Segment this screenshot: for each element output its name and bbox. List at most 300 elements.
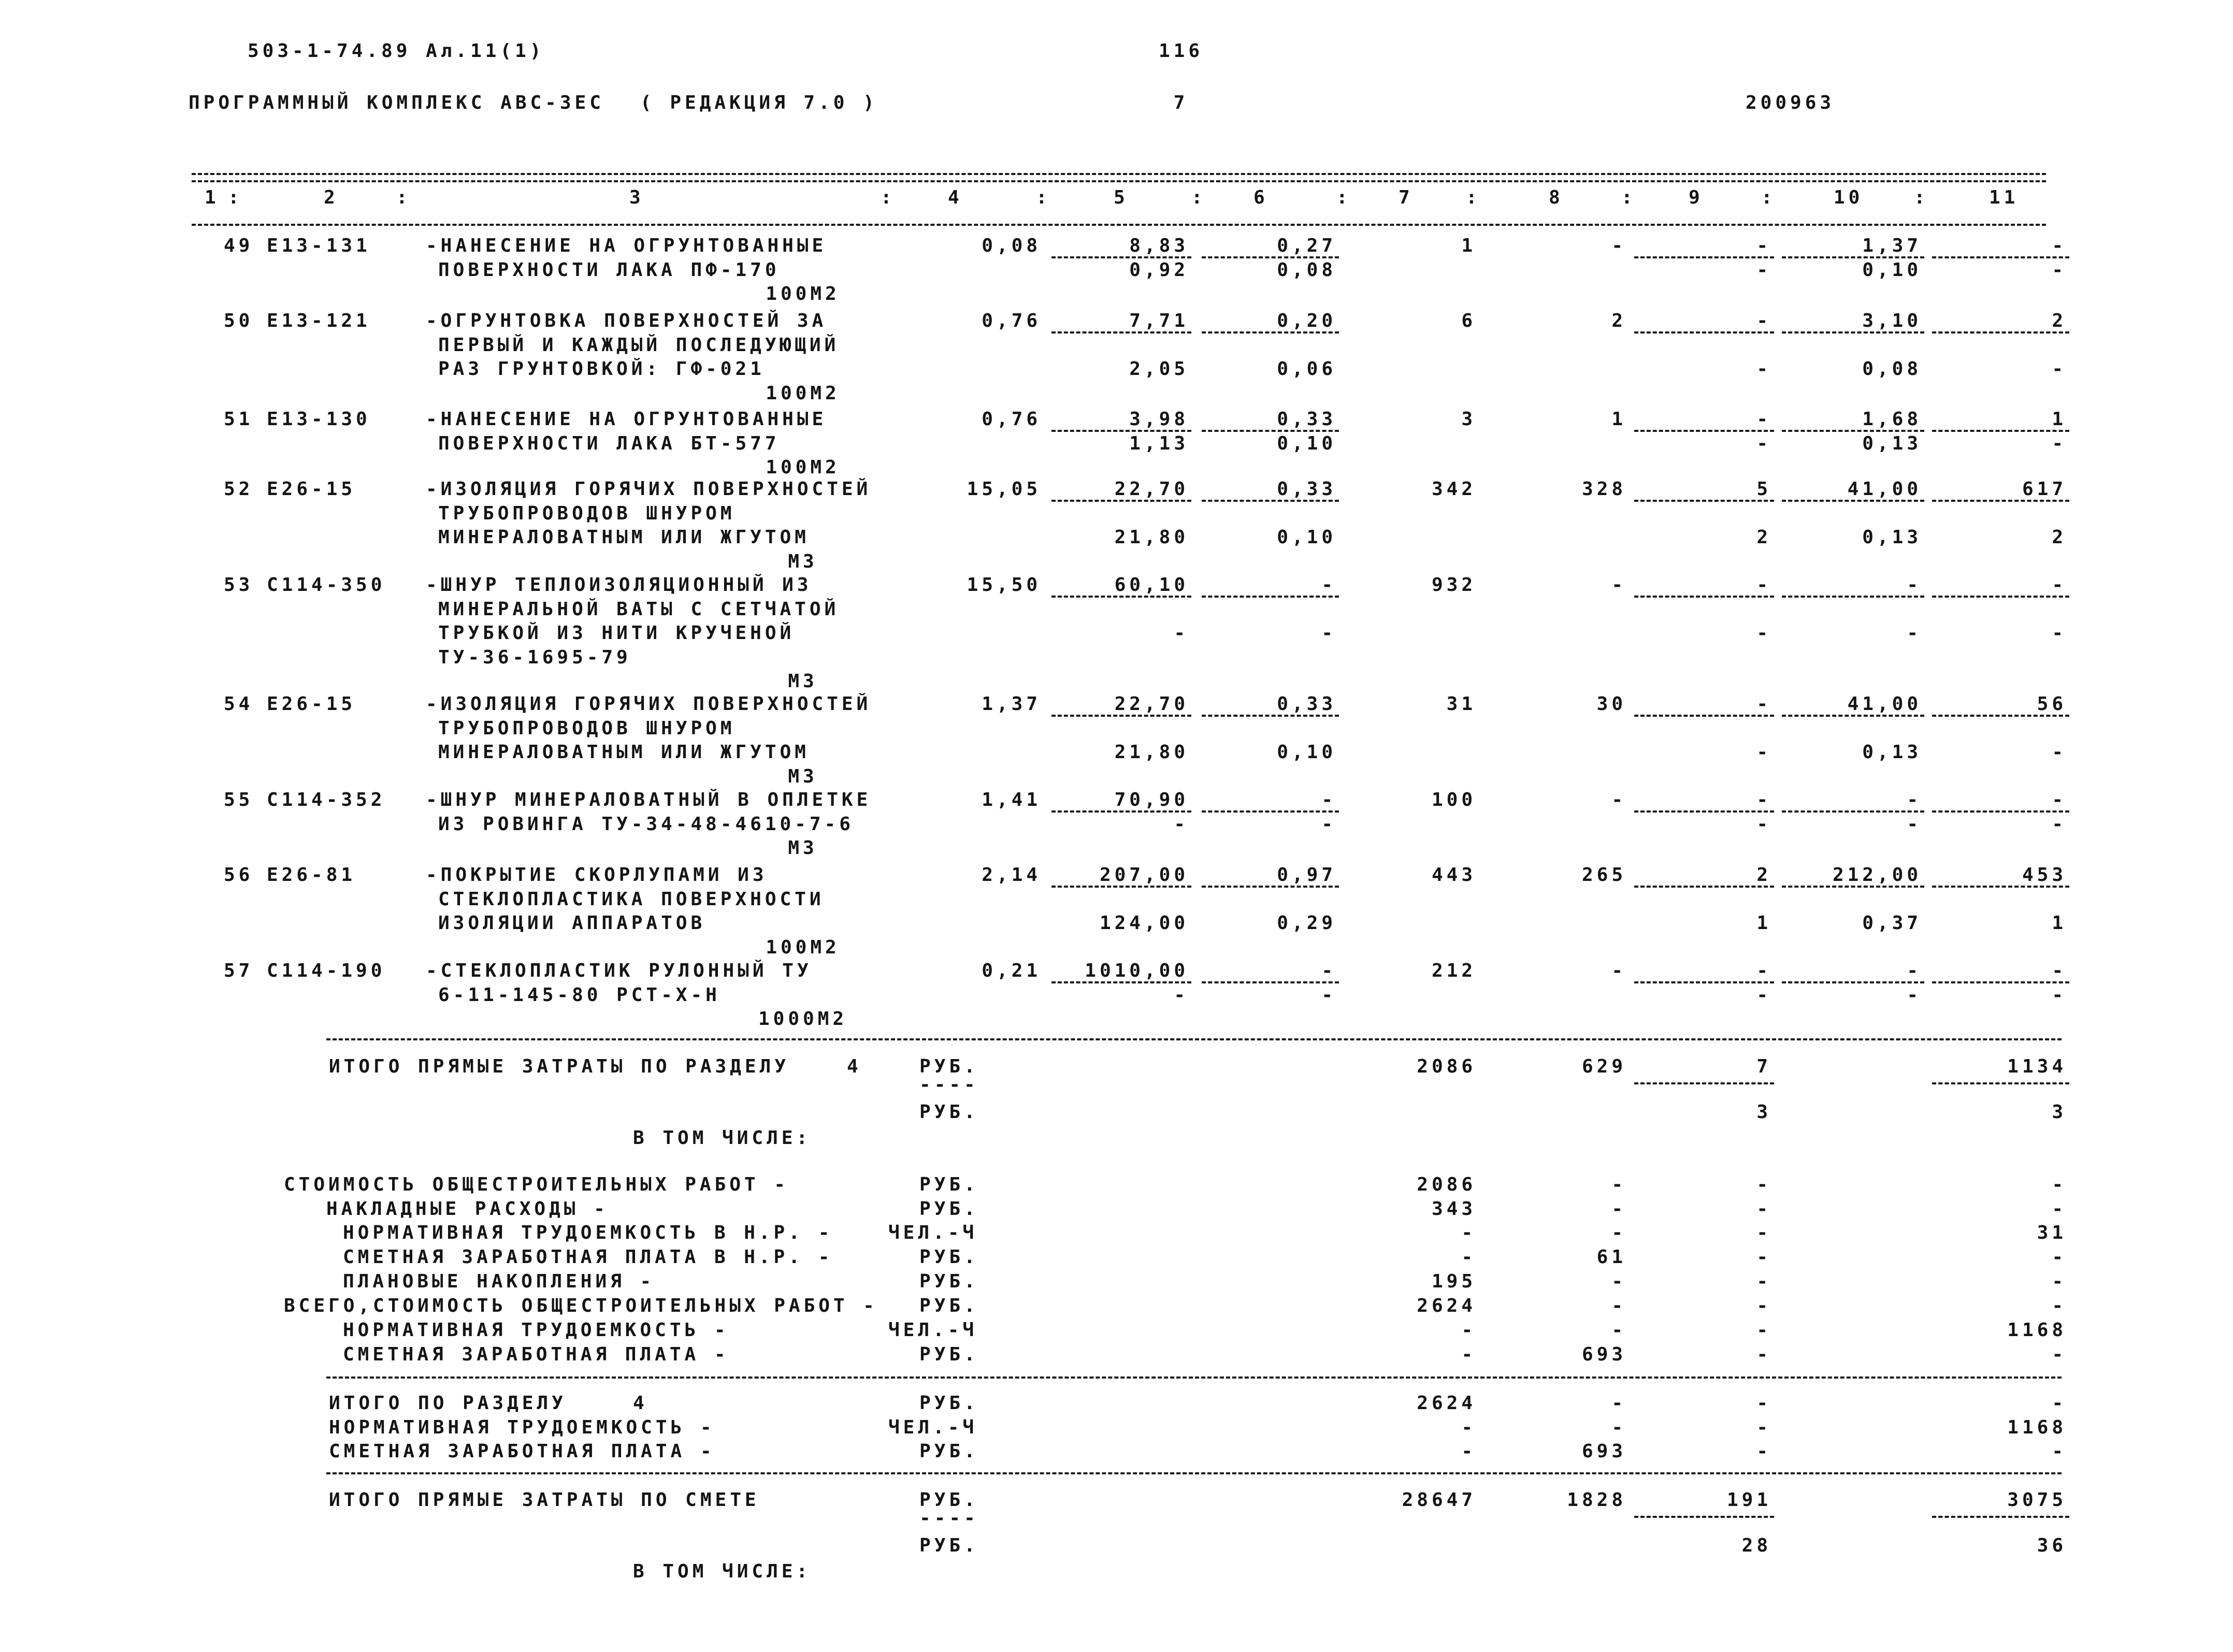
- estimate-total-label: ИТОГО ПРЯМЫЕ ЗАТРАТЫ ПО СМЕТЕ: [329, 1489, 760, 1511]
- row-cost-wage: -: [1611, 789, 1626, 810]
- row-cost-total: 443: [1431, 864, 1476, 886]
- row-labor-unit: -: [1907, 789, 1922, 810]
- row-code: Е13-131: [267, 235, 371, 256]
- column-separator: :: [881, 187, 896, 208]
- row-quantity: 1,37: [982, 693, 1041, 715]
- section-total-labor: 1134: [2007, 1056, 2067, 1077]
- row-divider: [1051, 715, 1191, 717]
- row-divider: [1782, 430, 1924, 432]
- estimate-total-including: В ТОМ ЧИСЛЕ:: [633, 1561, 812, 1582]
- section-total-divider: [1932, 1082, 2069, 1084]
- row-price-machine: 0,92: [1129, 259, 1189, 281]
- breakdown-label: СТОИМОСТЬ ОБЩЕСТРОИТЕЛЬНЫХ РАБОТ -: [284, 1174, 789, 1195]
- estimate-total-labor: 3075: [2007, 1489, 2067, 1511]
- section-total-unit-2: РУБ.: [919, 1102, 979, 1123]
- breakdown-wage: -: [1611, 1174, 1626, 1195]
- breakdown-machine: -: [1756, 1295, 1771, 1316]
- row-labor-machine-total: -: [2052, 813, 2067, 835]
- sheet-number: 7: [1173, 92, 1189, 113]
- column-header-11: 11: [1989, 187, 2019, 208]
- breakdown-cost: -: [1461, 1344, 1476, 1365]
- summary-machine: -: [1756, 1417, 1771, 1438]
- summary-rule: [326, 1376, 2062, 1379]
- row-divider: [1051, 981, 1191, 983]
- summary-unit: ЧЕЛ.-Ч: [888, 1417, 978, 1438]
- row-cost-total: 31: [1446, 693, 1476, 715]
- section-rule: [326, 1038, 2062, 1040]
- breakdown-unit: РУБ.: [919, 1271, 979, 1292]
- row-labor-machine-total: 2: [2052, 527, 2067, 548]
- row-divider: [1782, 810, 1924, 813]
- header-rule-bottom: [192, 224, 2046, 226]
- row-cost-wage: 328: [1581, 479, 1626, 500]
- row-description: СТЕКЛОПЛАСТИКА ПОВЕРХНОСТИ: [438, 888, 825, 910]
- column-header-10: 10: [1834, 187, 1864, 208]
- column-header-8: 8: [1549, 187, 1564, 208]
- summary-labor: -: [2052, 1393, 2067, 1414]
- breakdown-cost: -: [1461, 1320, 1476, 1341]
- column-separator: :: [1336, 187, 1351, 208]
- row-price-machine-wage: 0,10: [1277, 527, 1336, 548]
- row-price-machine: 2,05: [1129, 358, 1189, 380]
- row-divider: [1634, 596, 1774, 598]
- summary-cost: -: [1461, 1441, 1476, 1462]
- row-cost-machine: -: [1756, 960, 1771, 981]
- row-cost-machine-wage: -: [1756, 432, 1771, 454]
- row-description: ТРУБКОЙ ИЗ НИТИ КРУЧЕНОЙ: [438, 622, 795, 644]
- breakdown-labor: 31: [2037, 1222, 2067, 1243]
- section-total-unit: РУБ.: [919, 1056, 979, 1077]
- row-labor-unit: 3,10: [1862, 310, 1922, 331]
- row-code: Е26-15: [267, 479, 356, 500]
- row-description: ПОВЕРХНОСТИ ЛАКА ПФ-170: [438, 259, 780, 281]
- row-divider: [1932, 331, 2069, 334]
- summary-labor: 1168: [2007, 1417, 2067, 1438]
- row-price-wage: 0,27: [1277, 235, 1336, 256]
- breakdown-unit: РУБ.: [919, 1198, 979, 1220]
- summary-unit: РУБ.: [919, 1393, 979, 1414]
- breakdown-wage: -: [1611, 1320, 1626, 1341]
- row-labor-unit: 212,00: [1832, 864, 1922, 886]
- row-labor-machine-unit: -: [1907, 984, 1922, 1006]
- breakdown-labor: -: [2052, 1247, 2067, 1268]
- row-quantity: 15,50: [967, 574, 1041, 596]
- row-divider: [1202, 331, 1339, 334]
- row-description: РАЗ ГРУНТОВКОЙ: ГФ-021: [438, 358, 765, 380]
- row-labor-total: -: [2052, 789, 2067, 810]
- row-description: -ШНУР МИНЕРАЛОВАТНЫЙ В ОПЛЕТКЕ: [426, 789, 872, 810]
- breakdown-labor: -: [2052, 1344, 2067, 1365]
- row-quantity: 0,21: [982, 960, 1041, 981]
- row-number: 56: [224, 864, 254, 886]
- row-quantity: 15,05: [967, 479, 1041, 500]
- row-cost-machine: -: [1756, 693, 1771, 715]
- row-cost-machine-wage: -: [1756, 358, 1771, 380]
- row-cost-machine-wage: -: [1756, 259, 1771, 281]
- row-price-machine-wage: 0,10: [1277, 432, 1336, 454]
- row-number: 54: [224, 693, 254, 715]
- row-divider: [1782, 500, 1924, 502]
- row-divider: [1782, 886, 1924, 888]
- row-description: МИНЕРАЛЬНОЙ ВАТЫ С СЕТЧАТОЙ: [438, 598, 840, 620]
- column-separator: :: [1621, 187, 1636, 208]
- breakdown-labor: -: [2052, 1295, 2067, 1316]
- summary-labor: -: [2052, 1441, 2067, 1462]
- row-price-machine-wage: 0,08: [1277, 259, 1336, 281]
- row-labor-machine-total: 1: [2052, 912, 2067, 934]
- row-divider: [1202, 256, 1339, 258]
- row-price-total: 3,98: [1129, 409, 1189, 430]
- row-price-total: 1010,00: [1085, 960, 1189, 981]
- row-labor-unit: 41,00: [1847, 479, 1922, 500]
- row-divider: [1634, 256, 1774, 258]
- row-price-machine-wage: 0,29: [1277, 912, 1336, 934]
- row-price-total: 207,00: [1099, 864, 1189, 886]
- row-description: 6-11-145-80 РСТ-Х-Н: [438, 984, 721, 1006]
- page-number: 116: [1158, 40, 1204, 62]
- breakdown-label: ПЛАНОВЫЕ НАКОПЛЕНИЯ -: [343, 1271, 655, 1292]
- row-unit: М3: [788, 671, 818, 692]
- row-description: -ИЗОЛЯЦИЯ ГОРЯЧИХ ПОВЕРХНОСТЕЙ: [426, 479, 872, 500]
- row-divider: [1634, 500, 1774, 502]
- row-price-machine-wage: 0,06: [1277, 358, 1336, 380]
- section-total-cost: 2086: [1417, 1056, 1476, 1077]
- row-labor-total: 453: [2022, 864, 2067, 886]
- row-price-wage: 0,33: [1277, 409, 1336, 430]
- row-description: -ИЗОЛЯЦИЯ ГОРЯЧИХ ПОВЕРХНОСТЕЙ: [426, 693, 872, 715]
- summary-wage: -: [1611, 1417, 1626, 1438]
- row-labor-machine-unit: 0,13: [1862, 527, 1922, 548]
- row-description: -СТЕКЛОПЛАСТИК РУЛОННЫЙ ТУ: [426, 960, 812, 981]
- section-total-machine: 7: [1756, 1056, 1771, 1077]
- row-cost-machine-wage: 1: [1756, 912, 1771, 934]
- row-labor-machine-unit: -: [1907, 813, 1922, 835]
- column-header-5: 5: [1114, 187, 1129, 208]
- row-cost-machine-wage: 2: [1756, 527, 1771, 548]
- row-description: -НАНЕСЕНИЕ НА ОГРУНТОВАННЫЕ: [426, 409, 827, 430]
- column-separator: :: [1914, 187, 1929, 208]
- row-cost-machine: -: [1756, 789, 1771, 810]
- section-total-divider: [1634, 1082, 1774, 1084]
- row-cost-wage: 265: [1581, 864, 1626, 886]
- row-description: МИНЕРАЛОВАТНЫМ ИЛИ ЖГУТОМ: [438, 742, 810, 763]
- row-number: 51: [224, 409, 254, 430]
- row-quantity: 1,41: [982, 789, 1041, 810]
- row-cost-machine: -: [1756, 409, 1771, 430]
- section-total-machine-labor: 3: [2052, 1102, 2067, 1123]
- row-labor-machine-unit: 0,37: [1862, 912, 1922, 934]
- row-cost-total: 212: [1431, 960, 1476, 981]
- breakdown-wage: -: [1611, 1222, 1626, 1243]
- row-labor-unit: 1,68: [1862, 409, 1922, 430]
- row-quantity: 0,08: [982, 235, 1041, 256]
- row-labor-total: -: [2052, 574, 2067, 596]
- column-header-7: 7: [1399, 187, 1414, 208]
- row-unit: 1000М2: [758, 1008, 848, 1030]
- estimate-total-wage: 1828: [1567, 1489, 1626, 1511]
- row-code: Е26-15: [267, 693, 356, 715]
- row-divider: [1932, 256, 2069, 258]
- row-divider: [1634, 810, 1774, 813]
- breakdown-labor: 1168: [2007, 1320, 2067, 1341]
- row-divider: [1634, 715, 1774, 717]
- row-cost-total: 6: [1461, 310, 1476, 331]
- row-cost-wage: -: [1611, 235, 1626, 256]
- row-divider: [1782, 596, 1924, 598]
- column-separator: :: [228, 187, 243, 208]
- row-price-total: 60,10: [1114, 574, 1189, 596]
- column-separator: :: [396, 187, 411, 208]
- breakdown-unit: РУБ.: [919, 1247, 979, 1268]
- breakdown-unit: РУБ.: [919, 1344, 979, 1365]
- row-description: ТРУБОПРОВОДОВ ШНУРОМ: [438, 502, 736, 524]
- register-code: 200963: [1746, 92, 1835, 113]
- row-labor-total: 56: [2037, 693, 2067, 715]
- breakdown-cost: 2624: [1417, 1295, 1476, 1316]
- summary-machine: -: [1756, 1393, 1771, 1414]
- row-price-wage: -: [1321, 574, 1336, 596]
- breakdown-machine: -: [1756, 1247, 1771, 1268]
- row-divider: [1634, 981, 1774, 983]
- row-cost-total: 1: [1461, 235, 1476, 256]
- row-cost-machine-wage: -: [1756, 813, 1771, 835]
- row-price-machine: 21,80: [1114, 527, 1189, 548]
- row-labor-unit: 41,00: [1847, 693, 1922, 715]
- row-labor-total: 617: [2022, 479, 2067, 500]
- row-labor-unit: 1,37: [1862, 235, 1922, 256]
- summary-machine: -: [1756, 1441, 1771, 1462]
- row-price-machine-wage: -: [1321, 984, 1336, 1006]
- row-price-machine-wage: 0,10: [1277, 742, 1336, 763]
- row-unit: М3: [788, 550, 818, 572]
- column-separator: :: [1191, 187, 1206, 208]
- section-total-machine-wage: 3: [1756, 1102, 1771, 1123]
- breakdown-unit: РУБ.: [919, 1174, 979, 1195]
- breakdown-label: СМЕТНАЯ ЗАРАБОТНАЯ ПЛАТА В Н.Р. -: [343, 1247, 833, 1268]
- row-unit: 100М2: [766, 936, 840, 958]
- row-quantity: 0,76: [982, 409, 1041, 430]
- row-labor-unit: -: [1907, 574, 1922, 596]
- breakdown-cost: -: [1461, 1247, 1476, 1268]
- row-description: -ОГРУНТОВКА ПОВЕРХНОСТЕЙ ЗА: [426, 310, 827, 331]
- row-divider: [1932, 430, 2069, 432]
- breakdown-label: НОРМАТИВНАЯ ТРУДОЕМКОСТЬ -: [343, 1320, 729, 1341]
- header-rule-top-2: [192, 180, 2046, 182]
- row-cost-wage: -: [1611, 574, 1626, 596]
- breakdown-cost: -: [1461, 1222, 1476, 1243]
- row-labor-machine-total: -: [2052, 622, 2067, 644]
- summary-label: НОРМАТИВНАЯ ТРУДОЕМКОСТЬ -: [329, 1417, 715, 1438]
- column-header-3: 3: [629, 187, 644, 208]
- row-divider: [1051, 256, 1191, 258]
- row-number: 50: [224, 310, 254, 331]
- breakdown-machine: -: [1756, 1344, 1771, 1365]
- summary-unit: РУБ.: [919, 1441, 979, 1462]
- column-header-1: 1: [205, 187, 220, 208]
- row-unit: М3: [788, 765, 818, 787]
- row-labor-machine-total: -: [2052, 742, 2067, 763]
- row-labor-machine-unit: 0,13: [1862, 432, 1922, 454]
- row-cost-total: 100: [1431, 789, 1476, 810]
- estimate-total-cost: 28647: [1402, 1489, 1476, 1511]
- row-price-machine: 124,00: [1099, 912, 1189, 934]
- row-code: С114-352: [267, 789, 386, 810]
- row-price-wage: -: [1321, 960, 1336, 981]
- row-unit: 100М2: [766, 283, 840, 305]
- breakdown-wage: -: [1611, 1271, 1626, 1292]
- row-cost-machine: 2: [1756, 864, 1771, 886]
- row-divider: [1634, 886, 1774, 888]
- breakdown-machine: -: [1756, 1222, 1771, 1243]
- column-header-9: 9: [1689, 187, 1704, 208]
- breakdown-wage: 693: [1581, 1344, 1626, 1365]
- section-total-including: В ТОМ ЧИСЛЕ:: [633, 1127, 812, 1149]
- row-divider: [1051, 430, 1191, 432]
- row-price-wage: 0,33: [1277, 693, 1336, 715]
- row-divider: [1202, 886, 1339, 888]
- row-divider: [1634, 331, 1774, 334]
- row-price-wage: 0,20: [1277, 310, 1336, 331]
- row-number: 49: [224, 235, 254, 256]
- row-divider: [1051, 500, 1191, 502]
- header-rule-top: [192, 173, 2046, 175]
- summary-wage: 693: [1581, 1441, 1626, 1462]
- row-price-machine: -: [1174, 813, 1189, 835]
- breakdown-unit: ЧЕЛ.-Ч: [888, 1320, 978, 1341]
- breakdown-machine: -: [1756, 1198, 1771, 1220]
- row-divider: [1634, 430, 1774, 432]
- row-divider: [1202, 430, 1339, 432]
- summary-label: СМЕТНАЯ ЗАРАБОТНАЯ ПЛАТА -: [329, 1441, 715, 1462]
- estimate-total-machine: 191: [1726, 1489, 1771, 1511]
- row-labor-total: 2: [2052, 310, 2067, 331]
- row-labor-machine-total: -: [2052, 984, 2067, 1006]
- row-price-total: 8,83: [1129, 235, 1189, 256]
- section-total-wage: 629: [1581, 1056, 1626, 1077]
- row-divider: [1202, 981, 1339, 983]
- breakdown-machine: -: [1756, 1320, 1771, 1341]
- summary-wage: -: [1611, 1393, 1626, 1414]
- row-divider: [1202, 810, 1339, 813]
- row-labor-machine-total: -: [2052, 358, 2067, 380]
- row-description: -ПОКРЫТИЕ СКОРЛУПАМИ ИЗ: [426, 864, 768, 886]
- row-price-machine: -: [1174, 622, 1189, 644]
- row-description: -НАНЕСЕНИЕ НА ОГРУНТОВАННЫЕ: [426, 235, 827, 256]
- summary-section-number: 4: [633, 1393, 648, 1414]
- breakdown-labor: -: [2052, 1198, 2067, 1220]
- section-total-label: ИТОГО ПРЯМЫЕ ЗАТРАТЫ ПО РАЗДЕЛУ: [329, 1056, 789, 1077]
- row-labor-unit: -: [1907, 960, 1922, 981]
- estimate-total-unit-separator: ----: [919, 1508, 979, 1529]
- estimate-total-machine-labor: 36: [2037, 1535, 2067, 1556]
- row-divider: [1932, 886, 2069, 888]
- breakdown-labor: -: [2052, 1174, 2067, 1195]
- row-price-machine-wage: -: [1321, 813, 1336, 835]
- section-total-number: 4: [847, 1056, 862, 1077]
- row-labor-machine-total: -: [2052, 432, 2067, 454]
- row-labor-total: -: [2052, 235, 2067, 256]
- row-divider: [1202, 715, 1339, 717]
- row-price-machine: 21,80: [1114, 742, 1189, 763]
- row-cost-total: 342: [1431, 479, 1476, 500]
- row-price-machine-wage: -: [1321, 622, 1336, 644]
- estimate-total-unit: РУБ.: [919, 1489, 979, 1511]
- estimate-rule: [326, 1472, 2062, 1474]
- row-cost-machine-wage: -: [1756, 622, 1771, 644]
- row-description: МИНЕРАЛОВАТНЫМ ИЛИ ЖГУТОМ: [438, 527, 810, 548]
- breakdown-unit: ЧЕЛ.-Ч: [888, 1222, 978, 1243]
- row-labor-machine-unit: 0,08: [1862, 358, 1922, 380]
- breakdown-machine: -: [1756, 1174, 1771, 1195]
- row-divider: [1051, 596, 1191, 598]
- row-cost-wage: 1: [1611, 409, 1626, 430]
- breakdown-label: НОРМАТИВНАЯ ТРУДОЕМКОСТЬ В Н.Р. -: [343, 1222, 833, 1243]
- row-price-wage: -: [1321, 789, 1336, 810]
- row-quantity: 2,14: [982, 864, 1041, 886]
- row-description: -ШНУР ТЕПЛОИЗОЛЯЦИОННЫЙ ИЗ: [426, 574, 812, 596]
- estimate-total-unit-2: РУБ.: [919, 1535, 979, 1556]
- estimate-total-machine-wage: 28: [1741, 1535, 1771, 1556]
- row-divider: [1202, 596, 1339, 598]
- row-price-wage: 0,33: [1277, 479, 1336, 500]
- summary-cost: -: [1461, 1417, 1476, 1438]
- column-header-4: 4: [948, 187, 963, 208]
- row-price-total: 7,71: [1129, 310, 1189, 331]
- row-number: 57: [224, 960, 254, 981]
- breakdown-unit: РУБ.: [919, 1295, 979, 1316]
- row-cost-machine: -: [1756, 310, 1771, 331]
- breakdown-label: ВСЕГО,СТОИМОСТЬ ОБЩЕСТРОИТЕЛЬНЫХ РАБОТ -: [284, 1295, 878, 1316]
- column-separator: :: [1466, 187, 1481, 208]
- row-cost-machine: -: [1756, 574, 1771, 596]
- row-unit: М3: [788, 837, 818, 859]
- column-separator: :: [1761, 187, 1776, 208]
- row-number: 52: [224, 479, 254, 500]
- breakdown-cost: 343: [1431, 1198, 1476, 1220]
- row-description: ТУ-36-1695-79: [438, 646, 631, 668]
- row-labor-total: 1: [2052, 409, 2067, 430]
- row-divider: [1782, 331, 1924, 334]
- estimate-total-divider: [1932, 1516, 2069, 1518]
- row-cost-machine-wage: -: [1756, 984, 1771, 1006]
- row-labor-machine-unit: 0,10: [1862, 259, 1922, 281]
- column-separator: :: [1036, 187, 1051, 208]
- row-description: ИЗОЛЯЦИИ АППАРАТОВ: [438, 912, 706, 934]
- row-divider: [1051, 886, 1191, 888]
- row-cost-wage: 30: [1596, 693, 1626, 715]
- row-number: 55: [224, 789, 254, 810]
- row-divider: [1932, 981, 2069, 983]
- breakdown-wage: 61: [1596, 1247, 1626, 1268]
- breakdown-cost: 2086: [1417, 1174, 1476, 1195]
- row-price-total: 70,90: [1114, 789, 1189, 810]
- row-price-wage: 0,97: [1277, 864, 1336, 886]
- row-code: С114-350: [267, 574, 386, 596]
- row-description: ТРУБОПРОВОДОВ ШНУРОМ: [438, 717, 736, 739]
- breakdown-machine: -: [1756, 1271, 1771, 1292]
- row-labor-machine-total: -: [2052, 259, 2067, 281]
- row-cost-total: 3: [1461, 409, 1476, 430]
- breakdown-wage: -: [1611, 1295, 1626, 1316]
- row-cost-total: 932: [1431, 574, 1476, 596]
- row-number: 53: [224, 574, 254, 596]
- program-edition: ( РЕДАКЦИЯ 7.0 ): [640, 92, 878, 113]
- row-description: ИЗ РОВИНГА ТУ-34-48-4610-7-6: [438, 813, 854, 835]
- row-divider: [1932, 500, 2069, 502]
- row-divider: [1782, 256, 1924, 258]
- summary-cost: 2624: [1417, 1393, 1476, 1414]
- column-header-6: 6: [1254, 187, 1269, 208]
